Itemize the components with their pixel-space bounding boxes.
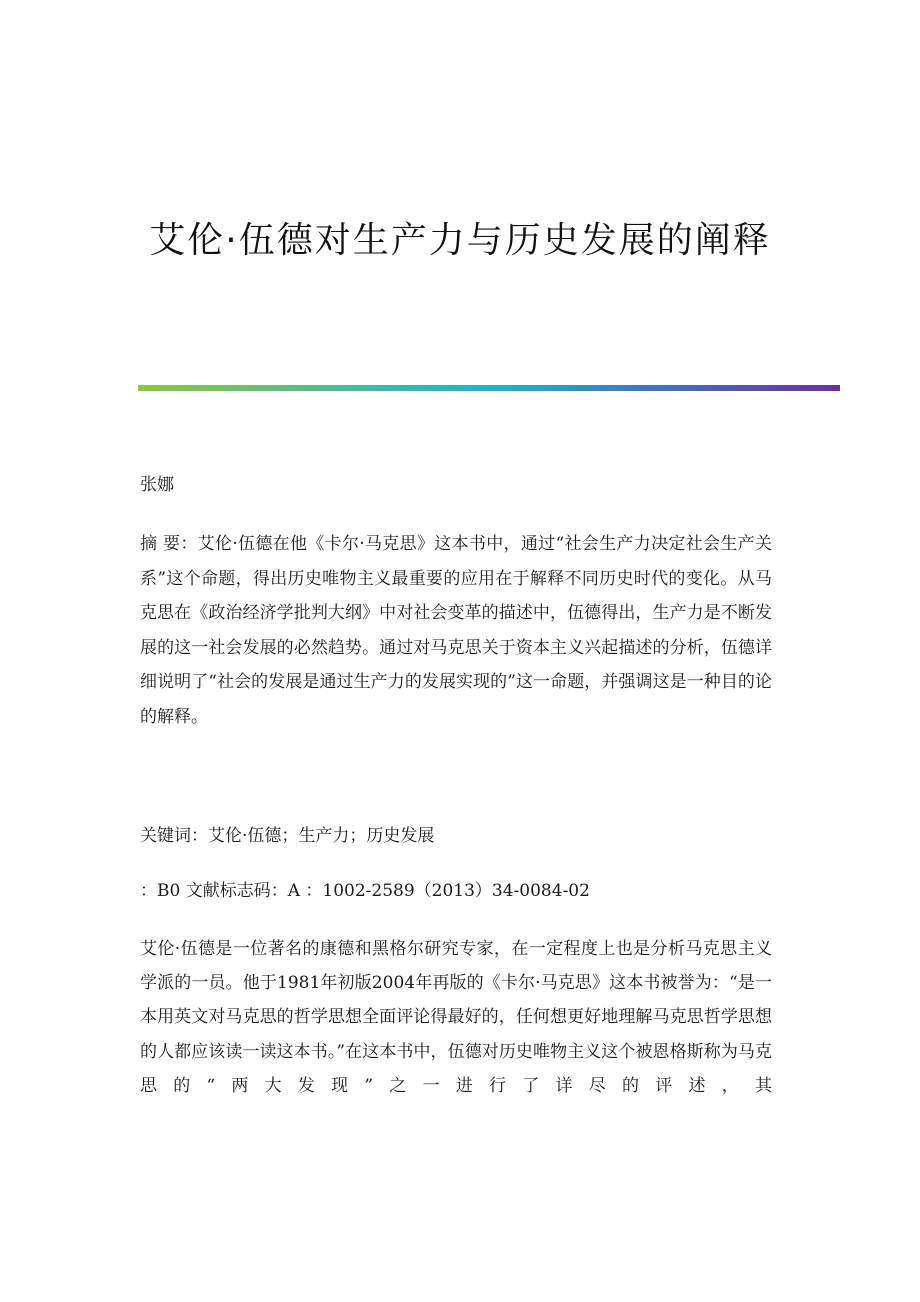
abstract-paragraph: 摘 要：艾伦·伍德在他《卡尔·马克思》这本书中，通过“社会生产力决定社会生产关系”这个命题，得出历史唯物主义最重要的应用在于解释不同历史时代的变化。从马克思在《政治经济学批判大纲》中对社会变革的描述中，伍德得出，生产力是不断发展的这一社会发展的必然趋势。通过对马克思关于资本主义兴起描述的分析，伍德详细说明了“社会的发展是通过生产力的发展实现的”这一命题，并强调这是一种目的论的解释。: [140, 534, 772, 727]
body-paragraph: 艾伦·伍德是一位著名的康德和黑格尔研究专家，在一定程度上也是分析马克思主义学派的一员。他于1981年初版2004年再版的《卡尔·马克思》这本书被誉为：“是一本用英文对马克思的哲学思想全面评论得最好的，任何想更好地理解马克思哲学思想的人都应该读一读这本书。”在这本书中，伍德对历史唯物主义这个被恩格斯称为马克思的“两大发现”之一进行了详尽的评述，其: [140, 939, 772, 1096]
author-name: 张娜: [140, 475, 174, 495]
title-divider-gradient-bar: [138, 385, 840, 391]
classification-code-line: ：B0 文献标志码：A ：1002-2589（2013）34-0084-02: [140, 881, 590, 901]
document-title: 艾伦·伍德对生产力与历史发展的阐释: [149, 220, 771, 261]
keywords-line: 关键词：艾伦·伍德；生产力；历史发展: [140, 826, 435, 846]
